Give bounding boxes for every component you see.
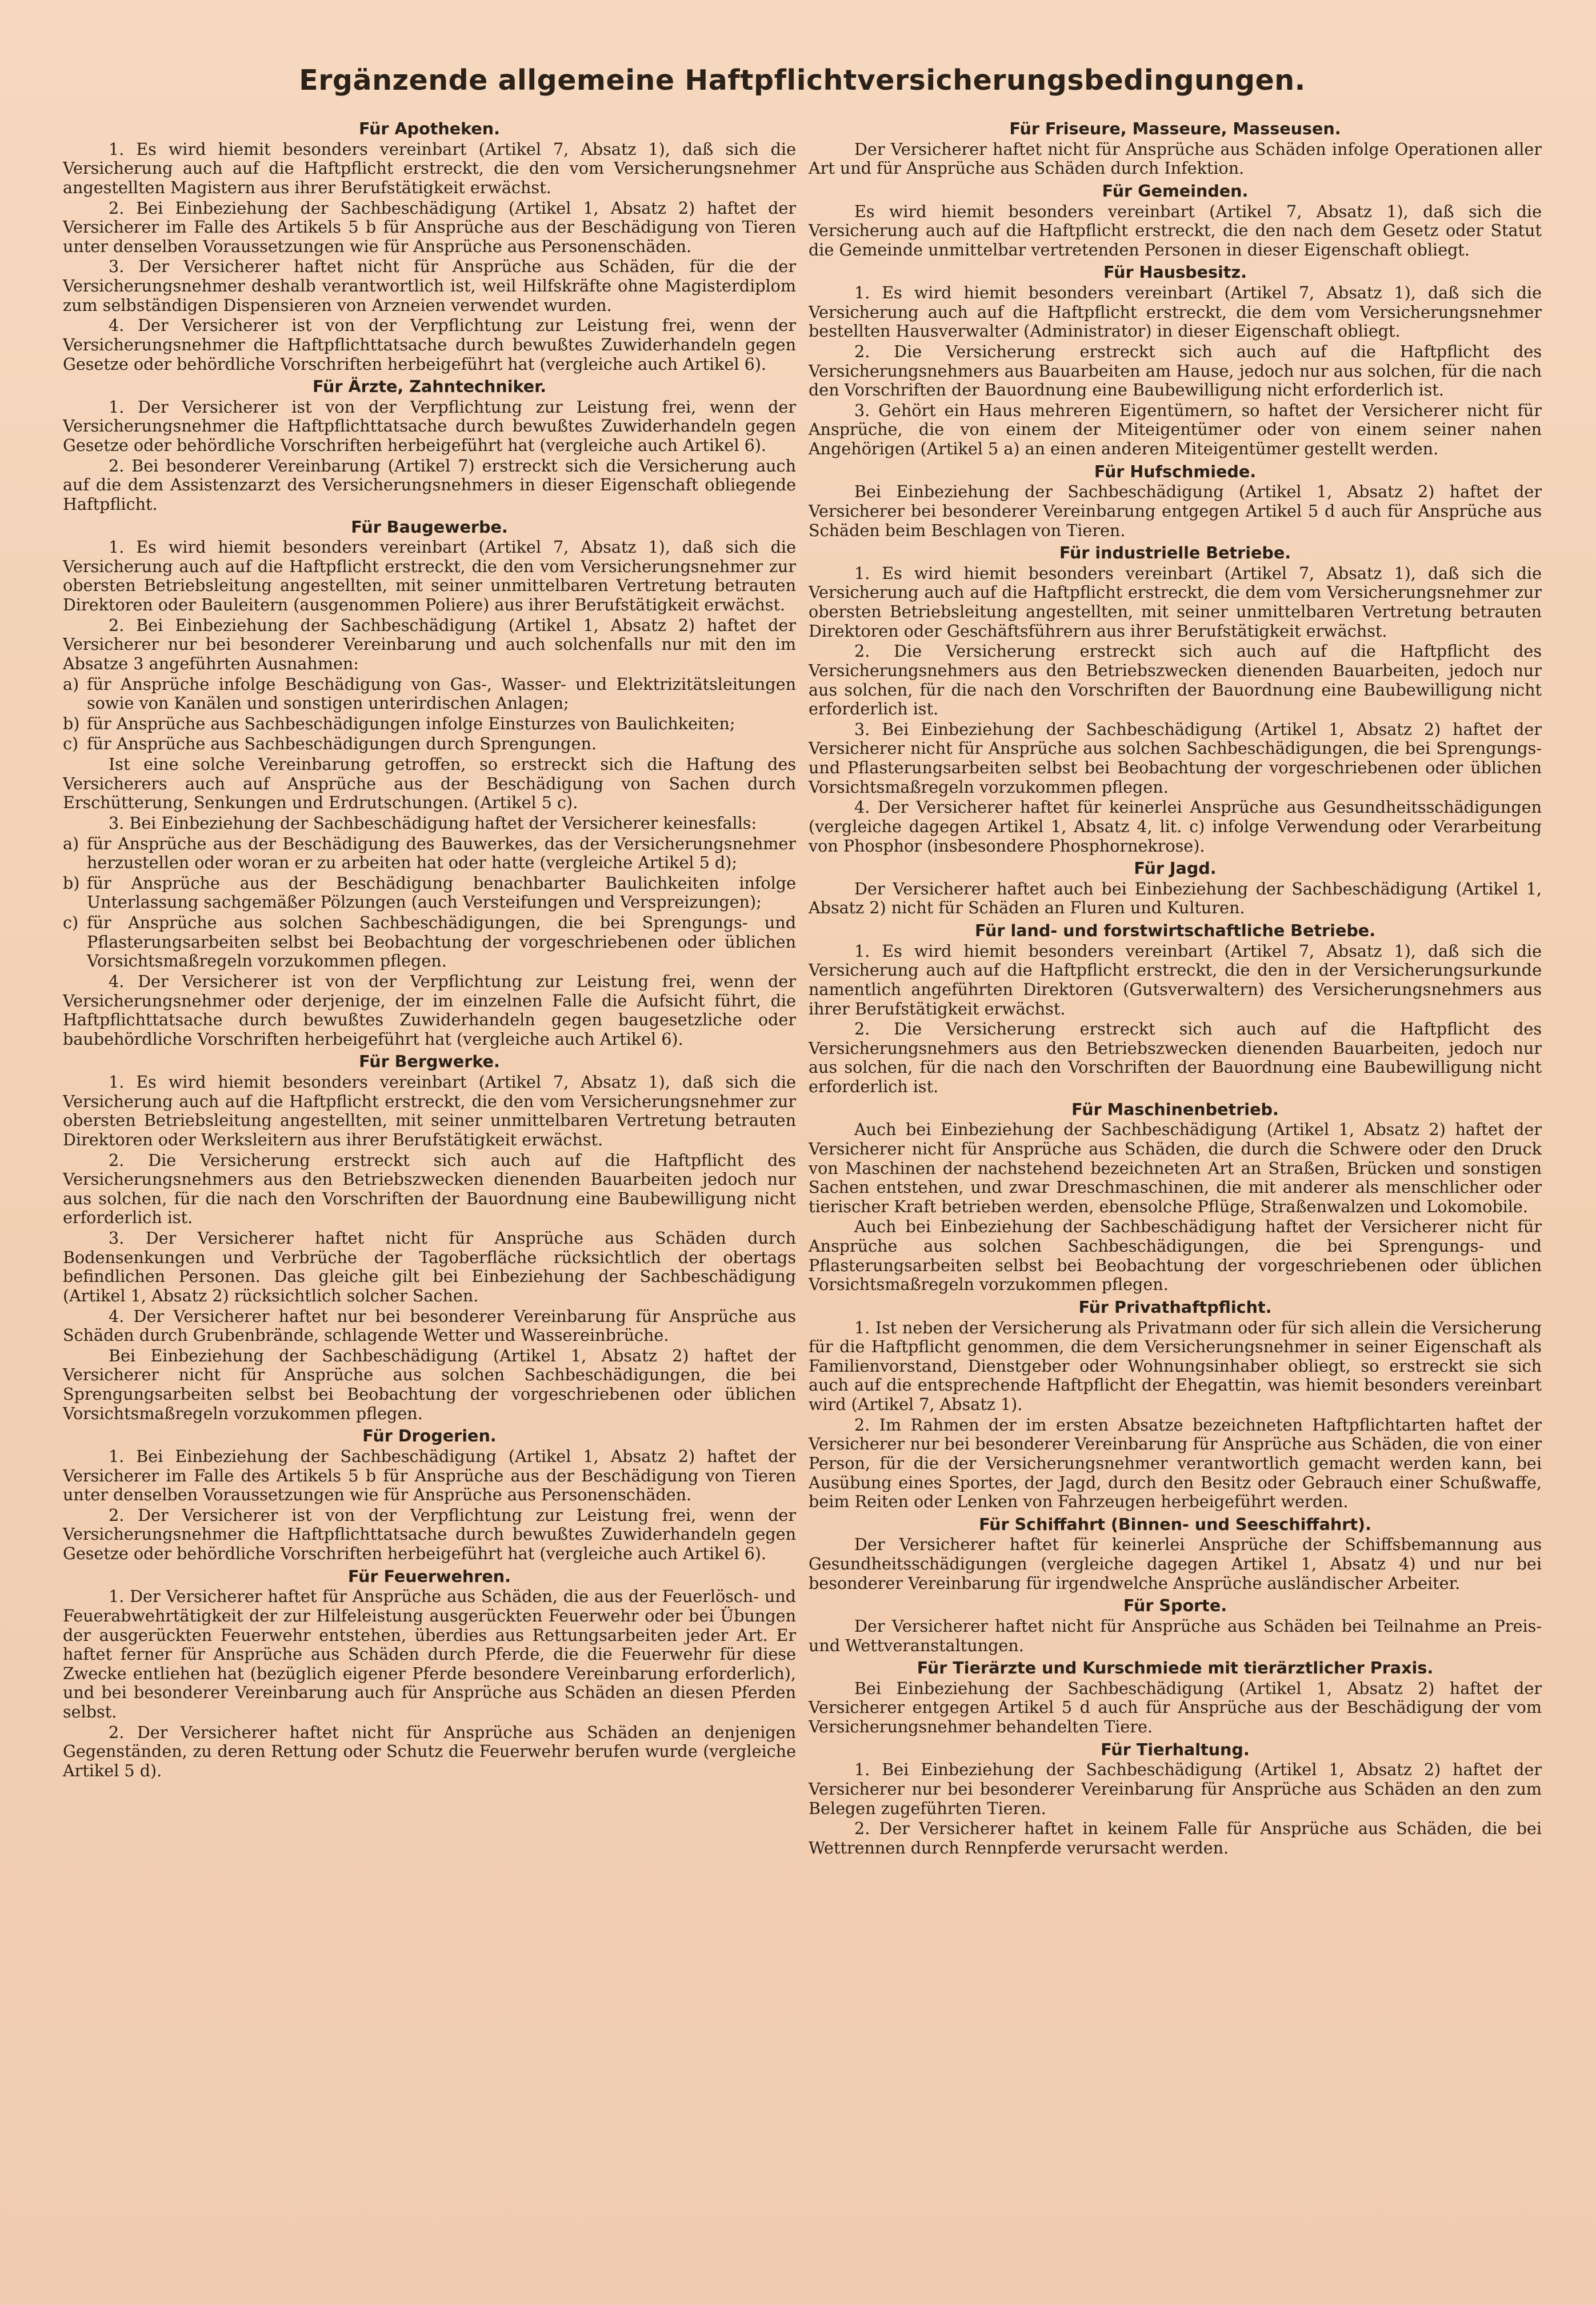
section-heading: Für Apotheken. [358,119,501,138]
clause-paragraph: Der Versicherer haftet nicht für Ansprüche aus Schäden bei Teilnahme an Preis- und Wettveranstaltungen. [809,1616,1542,1655]
clause-paragraph: 3. Der Versicherer haftet nicht für Ansprüche aus Schäden, für die der Versicherungsnehmer deshalb verantwortlich ist, weil Hilfskräfte ohne Magisterdiplom zum selbständigen Dispensieren von Arzneien verwendet wurden. [63,257,796,315]
clause-paragraph: 1. Es wird hiemit besonders vereinbart (Artikel 7, Absatz 1), daß sich die Versicherung auch auf die Haftpflicht erstreckt, die dem vom Versicherungsnehmer zur obersten Betriebsleitung angestellten, mit seiner unmittelbaren Vertretung betrauten Direktoren oder Geschäftsführern aus ihrer Berufstätigkeit erwächst. [809,563,1542,641]
policy-section [63,1567,796,1781]
two-column-body [63,116,1542,1859]
policy-section [809,1596,1542,1655]
clause-paragraph: 3. Der Versicherer haftet nicht für Ansprüche aus Schäden durch Bodensenkungen und Verbrüche der Tagoberfläche rücksichtlich der obertags befindlichen Personen. Das gleiche gilt bei Einbeziehung der Sachbeschädigung (Artikel 1, Absatz 2) rücksichtlich solcher Sachen. [63,1228,796,1305]
section-heading: Für Gemeinden. [1102,181,1249,201]
clause-paragraph: 2. Die Versicherung erstreckt sich auch auf die Haftpflicht des Versicherungsnehmers aus den Betriebszwecken dienenden Bauarbeiten, jedoch nur aus solchen, für die nach den Vorschriften der Bauordnung eine Baubewilligung nicht erforderlich ist. [809,1019,1542,1096]
clause-item [63,874,796,912]
policy-section [63,1052,796,1423]
clause-paragraph: 4. Der Versicherer ist von der Verpflichtung zur Leistung frei, wenn der Versicherungsnehmer die Haftpflichttatsache durch bewußtes Zuwiderhandeln gegen Gesetze oder behördliche Vorschriften herbeigeführt hat (vergleiche auch Artikel 6). [63,315,796,374]
clause-item [63,834,796,873]
clause-paragraph: 2. Der Versicherer haftet nicht für Ansprüche aus Schäden an denjenigen Gegenständen, zu deren Rettung oder Schutz die Feuerwehr berufen wurde (vergleiche Artikel 5 d). [63,1722,796,1780]
section-heading: Für Privathaftpflicht. [1078,1297,1272,1317]
policy-section [809,182,1542,260]
clause-paragraph: 1. Es wird hiemit besonders vereinbart (Artikel 7, Absatz 1), daß sich die Versicherung auch auf die Haftpflicht erstreckt, die den vom Versicherungsnehmer angestellten Magistern aus ihrer Berufstätigkeit erwächst. [63,139,796,197]
section-heading: Für Sporte. [1123,1596,1227,1616]
document-title: Ergänzende allgemeine Haftpflichtversicherungsbedingungen. [299,64,1306,97]
clause-paragraph: 1. Der Versicherer ist von der Verpflichtung zur Leistung frei, wenn der Versicherungsnehmer die Haftpflichttatsache durch bewußtes Zuwiderhandeln gegen Gesetze oder behördliche Vorschriften herbeigeführt hat (vergleiche auch Artikel 6). [63,397,796,455]
clause-item [63,675,796,713]
clause-paragraph: 4. Der Versicherer haftet für keinerlei Ansprüche aus Gesundheitsschädigungen (vergleiche dagegen Artikel 1, Absatz 4, lit. c) infolge Verwendung oder Verarbeitung von Phosphor (insbesondere Phosphornekrose). [809,797,1542,856]
clause-paragraph: 2. Die Versicherung erstreckt sich auch auf die Haftpflicht des Versicherungsnehmers aus Bauarbeiten am Hause, jedoch nur aus solchen, für die nach den Vorschriften der Bauordnung eine Baubewilligung nicht erforderlich ist. [809,341,1542,400]
left-column [63,116,796,1859]
section-heading: Für Baugewerbe. [351,517,508,537]
clause-paragraph: Es wird hiemit besonders vereinbart (Artikel 7, Absatz 1), daß sich die Versicherung auch auf die Haftpflicht erstreckt, die den nach dem Gesetz oder Statut die Gemeinde unmittelbar vertretenden Personen in dieser Eigenschaft obliegt. [809,201,1542,259]
clause-item-text: für Ansprüche aus Sachbeschädigungen infolge Einsturzes von Baulichkeiten; [87,713,735,733]
clause-paragraph: 1. Es wird hiemit besonders vereinbart (Artikel 7, Absatz 1), daß sich die Versicherung auch auf die Haftpflicht erstreckt, die den in der Versicherungsurkunde namentlich angeführten Direktoren (Gutsverwaltern) des Versicherungsnehmers aus ihrer Berufstätigkeit erwächst. [809,941,1542,1018]
policy-section [809,462,1542,541]
clause-paragraph: 2. Die Versicherung erstreckt sich auch auf die Haftpflicht des Versicherungsnehmers aus den Betriebszwecken dienenden Bauarbeiten, jedoch nur aus solchen, für die nach den Vorschriften der Bauordnung eine Baubewilligung nicht erforderlich ist. [809,641,1542,719]
clause-paragraph: 2. Bei Einbeziehung der Sachbeschädigung (Artikel 1, Absatz 2) haftet der Versicherer im Falle des Artikels 5 b für Ansprüche aus der Beschädigung von Tieren unter denselben Voraussetzungen wie für Ansprüche aus Personenschäden. [63,198,796,256]
policy-section [63,119,796,374]
clause-item [63,913,796,971]
clause-paragraph: Der Versicherer haftet für keinerlei Ansprüche der Schiffsbemannung aus Gesundheitsschädigungen (vergleiche dagegen Artikel 1, Absatz 4) und nur bei besonderer Vereinbarung für irgendwelche Ansprüche ausländischer Arbeiter. [809,1535,1542,1593]
clause-paragraph: Ist eine solche Vereinbarung getroffen, so erstreckt sich die Haftung des Versicherers auch auf Ansprüche aus der Beschädigung von Sachen durch Erschütterung, Senkungen und Erdrutschungen. (Artikel 5 c). [63,754,796,813]
clause-paragraph: Auch bei Einbeziehung der Sachbeschädigung haftet der Versicherer nicht für Ansprüche aus solchen Sachbeschädigungen, die bei Sprengungs- und Pflasterungsarbeiten selbst bei Beobachtung der vorgeschriebenen oder üblichen Vorsichtsmaßregeln vorzukommen pflegen. [809,1217,1542,1295]
section-heading: Für Bergwerke. [359,1052,500,1072]
clause-item-text: für Ansprüche aus Sachbeschädigungen durch Sprengungen. [87,734,597,754]
clause-item-label: c) [63,913,79,932]
clause-item-label: c) [63,734,79,754]
clause-paragraph: 3. Gehört ein Haus mehreren Eigentümern, so haftet der Versicherer nicht für Ansprüche, die von einem der Miteigentümer oder von einem seiner nahen Angehörigen (Artikel 5 a) an einen anderen Miteigentümer gestellt werden. [809,400,1542,458]
clause-paragraph: Bei Einbeziehung der Sachbeschädigung (Artikel 1, Absatz 2) haftet der Versicherer entgegen Artikel 5 d auch für Ansprüche aus der Beschädigung der vom Versicherungsnehmer behandelten Tiere. [809,1678,1542,1736]
clause-paragraph: 1. Es wird hiemit besonders vereinbart (Artikel 7, Absatz 1), daß sich die Versicherung auch auf die Haftpflicht erstreckt, die den vom Versicherungsnehmer zur obersten Betriebsleitung angestellten, mit seiner unmittelbaren Vertretung betrauten Direktoren oder Werksleitern aus ihrer Berufstätigkeit erwächst. [63,1072,796,1149]
clause-paragraph: 3. Bei Einbeziehung der Sachbeschädigung (Artikel 1, Absatz 2) haftet der Versicherer nicht für Ansprüche aus solchen Sachbeschädigungen, die bei Sprengungs- und Pflasterungsarbeiten selbst bei Beobachtung der vorgeschriebenen oder üblichen Vorsichtsmaßregeln vorzukommen pflegen. [809,719,1542,797]
policy-section [809,1100,1542,1295]
clause-item [63,734,796,754]
clause-paragraph: 4. Der Versicherer haftet nur bei besonderer Vereinbarung für Ansprüche aus Schäden durch Grubenbrände, schlagende Wetter und Wassereinbrüche. [63,1306,796,1345]
clause-paragraph: Auch bei Einbeziehung der Sachbeschädigung (Artikel 1, Absatz 2) haftet der Versicherer nicht für Ansprüche aus Schäden, die durch die Schwere oder den Druck von Maschinen der nachstehend bezeichneten Art an Straßen, Brücken und sonstigen Sachen entstehen, und zwar Dreschmaschinen, die mit anderer als menschlicher oder tierischer Kraft betrieben werden, ebensolche Pflüge, Straßenwalzen und Lokomobile. [809,1120,1542,1216]
policy-section [809,859,1542,918]
clause-paragraph: 1. Bei Einbeziehung der Sachbeschädigung (Artikel 1, Absatz 2) haftet der Versicherer im Falle des Artikels 5 b für Ansprüche aus der Beschädigung von Tieren unter denselben Voraussetzungen wie für Ansprüche aus Personenschäden. [63,1446,796,1505]
clause-paragraph: Bei Einbeziehung der Sachbeschädigung (Artikel 1, Absatz 2) haftet der Versicherer nicht für Ansprüche aus solchen Sachbeschädigungen, die bei Sprengungsarbeiten selbst bei Beobachtung der vorgeschriebenen oder üblichen Vorsichtsmaßregeln vorzukommen pflegen. [63,1345,796,1423]
clause-paragraph: 2. Der Versicherer ist von der Verpflichtung zur Leistung frei, wenn der Versicherungsnehmer die Haftpflichttatsache durch bewußtes Zuwiderhandeln gegen Gesetze oder behördliche Vorschriften herbeigeführt hat (vergleiche auch Artikel 6). [63,1505,796,1563]
section-heading: Für Schiffahrt (Binnen- und Seeschiffahrt). [979,1514,1371,1534]
policy-section [809,1298,1542,1512]
clause-paragraph: 1. Ist neben der Versicherung als Privatmann oder für sich allein die Versicherung für die Haftpflicht genommen, die dem Versicherungsnehmer in seiner Eigenschaft als Familienvorstand, Dienstgeber oder Wohnungsinhaber obliegt, so erstreckt sie sich auch auf die entsprechende Haftpflicht der Ehegattin, was hiemit besonders vereinbart wird (Artikel 7, Absatz 1). [809,1317,1542,1414]
section-heading: Für Ärzte, Zahntechniker. [312,377,547,397]
clause-paragraph: Der Versicherer haftet auch bei Einbeziehung der Sachbeschädigung (Artikel 1, Absatz 2) nicht für Schäden an Fluren und Kulturen. [809,878,1542,918]
right-column [809,116,1542,1859]
policy-section [809,1740,1542,1858]
policy-section [63,518,796,1049]
clause-paragraph: 1. Bei Einbeziehung der Sachbeschädigung (Artikel 1, Absatz 2) haftet der Versicherer nur bei besonderer Vereinbarung für Ansprüche aus Schäden an den zum Belegen zugeführten Tieren. [809,1760,1542,1818]
policy-section [63,377,796,514]
clause-item-label: b) [63,873,80,893]
section-heading: Für Friseure, Masseure, Masseusen. [1009,119,1341,138]
clause-paragraph: 2. Bei Einbeziehung der Sachbeschädigung (Artikel 1, Absatz 2) haftet der Versicherer nur bei besonderer Vereinbarung und auch solchenfalls nur mit den im Absatze 3 angeführten Ausnahmen: [63,615,796,673]
policy-section [809,921,1542,1097]
clause-paragraph: 3. Bei Einbeziehung der Sachbeschädigung haftet der Versicherer keinesfalls: [109,813,757,833]
clause-item-text: für Ansprüche aus der Beschädigung benachbarter Baulichkeiten infolge Unterlassung sachgemäßer Pölzungen (auch Versteifungen und Verspreizungen); [87,873,796,912]
section-heading: Für Tierärzte und Kurschmiede mit tierärztlicher Praxis. [917,1658,1434,1678]
policy-section [809,1515,1542,1593]
section-heading: Für Tierhaltung. [1101,1739,1250,1759]
policy-section [809,544,1542,856]
policy-section [809,1659,1542,1737]
clause-item [63,714,796,734]
clause-paragraph: 1. Es wird hiemit besonders vereinbart (Artikel 7, Absatz 1), daß sich die Versicherung auch auf die Haftpflicht erstreckt, die den vom Versicherungsnehmer zur obersten Betriebsleitung angestellten, mit seiner unmittelbaren Vertretung betrauten Direktoren oder Bauleitern (ausgenommen Poliere) aus ihrer Berufstätigkeit erwächst. [63,537,796,614]
clause-paragraph: 1. Der Versicherer haftet für Ansprüche aus Schäden, die aus der Feuerlösch- und Feuerabwehrtätigkeit der zur Hilfeleistung ausgerückten Feuerwehr oder bei Übungen der ausgerückten Feuerwehr entstehen, überdies aus Rettungsarbeiten jeder Art. Er haftet ferner für Ansprüche aus Schäden durch Pferde, die die Feuerwehr für diese Zwecke entliehen hat (bezüglich eigener Pferde besondere Vereinbarung erforderlich), und bei besonderer Vereinbarung auch für Ansprüche aus Schäden an diesen Pferden selbst. [63,1587,796,1721]
clause-paragraph: 4. Der Versicherer ist von der Verpflichtung zur Leistung frei, wenn der Versicherungsnehmer oder derjenige, der im einzelnen Falle die Aufsicht führt, die Haftpflichttatsache durch bewußtes Zuwiderhandeln gegen baugesetzliche oder baubehördliche Vorschriften herbeigeführt hat (vergleiche auch Artikel 6). [63,971,796,1049]
policy-section [63,1427,796,1563]
policy-section [809,263,1542,458]
section-heading: Für Feuerwehren. [347,1566,511,1586]
clause-item-text: für Ansprüche aus der Beschädigung des Bauwerkes, das der Versicherungsnehmer herzustellen oder woran er zu arbeiten hat oder hatte (vergleiche Artikel 5 d); [87,833,796,873]
section-heading: Für Jagd. [1134,858,1217,878]
clause-paragraph: 1. Es wird hiemit besonders vereinbart (Artikel 7, Absatz 1), daß sich die Versicherung auch auf die Haftpflicht erstreckt, die dem vom Versicherungsnehmer bestellten Hausverwalter (Administrator) in dieser Eigenschaft obliegt. [809,283,1542,341]
clause-paragraph: 2. Im Rahmen der im ersten Absatze bezeichneten Haftpflichtarten haftet der Versicherer nur bei besonderer Vereinbarung für Ansprüche aus Schäden, die von einer Person, für die der Versicherungsnehmer verantwortlich gemacht werden kann, bei Ausübung eines Sportes, der Jagd, durch den Besitz oder Gebrauch einer Schußwaffe, beim Reiten oder Lenken von Fahrzeugen herbeigeführt werden. [809,1415,1542,1512]
clause-item-label: b) [63,713,80,733]
section-heading: Für Maschinenbetrieb. [1071,1099,1279,1119]
clause-paragraph: 2. Bei besonderer Vereinbarung (Artikel 7) erstreckt sich die Versicherung auch auf die dem Assistenzarzt des Versicherungsnehmers in dieser Eigenschaft obliegende Haftpflicht. [63,456,796,514]
clause-item-text: für Ansprüche aus solchen Sachbeschädigungen, die bei Sprengungs- und Pflasterungsarbeiten selbst bei Beobachtung der vorgeschriebenen oder üblichen Vorsichtsmaßregeln vorzukommen pflegen. [87,913,796,971]
section-heading: Für Hausbesitz. [1103,262,1247,282]
clause-paragraph: 2. Der Versicherer haftet in keinem Falle für Ansprüche aus Schäden, die bei Wettrennen durch Rennpferde verursacht werden. [809,1819,1542,1857]
clause-item-label: a) [63,833,79,853]
section-heading: Für Drogerien. [362,1426,497,1446]
section-heading: Für land- und forstwirtschaftliche Betriebe. [974,921,1376,940]
clause-paragraph: 2. Die Versicherung erstreckt sich auch auf die Haftpflicht des Versicherungsnehmers aus den Betriebszwecken dienenden Bauarbeiten jedoch nur aus solchen, für die nach den Vorschriften der Bauordnung eine Baubewilligung nicht erforderlich ist. [63,1150,796,1228]
policy-section [809,119,1542,178]
clause-paragraph: Bei Einbeziehung der Sachbeschädigung (Artikel 1, Absatz 2) haftet der Versicherer bei besonderer Vereinbarung entgegen Artikel 5 d auch für Ansprüche aus Schäden beim Beschlagen von Tieren. [809,482,1542,540]
clause-item-label: a) [63,674,79,694]
clause-paragraph: Der Versicherer haftet nicht für Ansprüche aus Schäden infolge Operationen aller Art und für Ansprüche aus Schäden durch Infektion. [809,139,1542,178]
section-heading: Für Hufschmiede. [1094,461,1257,481]
clause-item-text: für Ansprüche infolge Beschädigung von Gas-, Wasser- und Elektrizitätsleitungen sowie von Kanälen und sonstigen unterirdischen Anlagen; [87,674,796,713]
section-heading: Für industrielle Betriebe. [1059,543,1291,563]
